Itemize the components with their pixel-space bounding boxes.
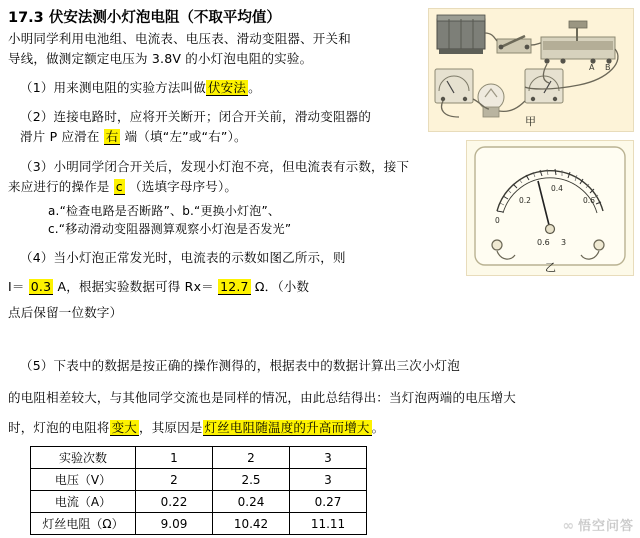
q1-answer: 伏安法 [207, 80, 247, 95]
table-cell: 1 [136, 447, 213, 469]
table-cell: 0.24 [213, 491, 290, 513]
q5-text-pre: 时，灯泡的电阻将 [8, 420, 110, 435]
page-title: 17.3 伏安法测小灯泡电阻（不取平均值） [8, 10, 281, 26]
range-label-low: 0.6 [537, 238, 550, 247]
ammeter-dial-svg [467, 141, 633, 275]
row-label: 电流（A） [31, 491, 136, 513]
ammeter-dial-figure-yi [466, 140, 634, 276]
row-label: 灯丝电阻（Ω） [31, 513, 136, 535]
terminal-label-b: B [605, 63, 611, 72]
question-5-line-1: （5）下表中的数据是按正确的操作测得的，根据表中的数据计算出三次小灯泡 [20, 358, 460, 373]
q5-text-mid: ，其原因是 [139, 420, 203, 435]
question-3-line-2 [8, 178, 237, 195]
table-cell: 2.5 [213, 469, 290, 491]
row-label: 实验次数 [31, 447, 136, 469]
table-row [31, 491, 367, 513]
q4-resistance-value: 12.7 [220, 279, 249, 294]
q5-text-post: 。 [371, 420, 385, 435]
table-cell: 10.42 [213, 513, 290, 535]
scale-label-06: 0.6 [583, 196, 595, 205]
terminal-label-a: A [589, 63, 595, 72]
figure-yi-label: 乙 [545, 261, 556, 274]
table-cell: 0.22 [136, 491, 213, 513]
q4-text-post: Ω．（小数 [254, 279, 310, 294]
circuit-photo-figure-jia [428, 8, 634, 132]
table-cell: 2 [213, 447, 290, 469]
battery-pack-icon [437, 15, 485, 54]
q4-text-mid: A，根据实验数据可得 Rx＝ [57, 279, 214, 294]
table-cell: 11.11 [290, 513, 367, 535]
terminal-right [594, 240, 604, 250]
question-5-line-3 [8, 419, 384, 436]
table-row [31, 513, 367, 535]
table-cell: 0.27 [290, 491, 367, 513]
question-4-line-3: 点后保留一位数字） [8, 305, 123, 320]
question-4-line-1: （4）当小灯泡正常发光时，电流表的示数如图乙所示，则 [20, 250, 346, 265]
circuit-photo-svg [429, 9, 633, 131]
q4-text-pre: I＝ [8, 279, 25, 294]
q3-text-post: （选填字母序号）。 [129, 179, 238, 194]
q2-text: 滑片 P 应滑在 [20, 129, 100, 144]
question-2-line-2 [20, 128, 247, 145]
experiment-data-table [30, 446, 367, 535]
q1-text-post: 。 [248, 80, 261, 95]
table-cell: 2 [136, 469, 213, 491]
scale-label-02: 0.2 [519, 196, 531, 205]
q4-current-value: 0.3 [30, 279, 52, 294]
intro-line-1: 小明同学利用电池组、电流表、电压表、滑动变阻器、开关和 [8, 31, 351, 46]
table-row [31, 469, 367, 491]
intro-line-2: 导线，做测定额定电压为 3.8V 的小灯泡电阻的实验。 [8, 51, 313, 66]
scale-label-04: 0.4 [551, 184, 563, 193]
q2-text-post: 端（填“左”或“右”）。 [124, 129, 247, 144]
watermark-text: 悟空问答 [577, 518, 634, 534]
terminal-left [492, 240, 502, 250]
question-3-line-1: （3）小明同学闭合开关后，发现小灯泡不亮，但电流表有示数，接下 [20, 159, 410, 174]
row-label: 电压（V） [31, 469, 136, 491]
table-cell: 9.09 [136, 513, 213, 535]
table-row [31, 447, 367, 469]
range-label-high: 3 [561, 238, 567, 247]
scale-label-0: 0 [495, 216, 500, 225]
question-3-options-ab: a.“检查电路是否断路”、b.“更换小灯泡”、 [48, 204, 281, 218]
switch-icon [497, 36, 531, 53]
question-1 [20, 79, 261, 96]
q3-text: 来应进行的操作是 [8, 179, 110, 194]
figure-jia-label: 甲 [525, 115, 536, 128]
q3-answer: c [115, 179, 123, 194]
q2-answer: 右 [105, 129, 119, 144]
q5-answer-1: 变大 [111, 420, 138, 435]
question-5-line-2: 的电阻相差较大，与其他同学交流也是同样的情况，由此总结得出：当灯泡两端的电压增大 [8, 390, 517, 405]
watermark-logo-icon: ∞ [562, 518, 575, 534]
needle-pivot [546, 225, 555, 234]
table-cell: 3 [290, 447, 367, 469]
q1-text: （1）用来测电阻的实验方法叫做 [20, 80, 206, 95]
table-cell: 3 [290, 469, 367, 491]
q5-answer-2: 灯丝电阻随温度的升高而增大 [204, 420, 370, 435]
question-4-line-2 [8, 278, 309, 295]
ammeter-icon [435, 69, 473, 103]
question-3-option-c: c.“移动滑动变阻器测算观察小灯泡是否发光” [48, 222, 292, 236]
watermark [562, 515, 634, 535]
question-2-line-1: （2）连接电路时，应将开关断开；闭合开关前，滑动变阻器的 [20, 109, 372, 124]
